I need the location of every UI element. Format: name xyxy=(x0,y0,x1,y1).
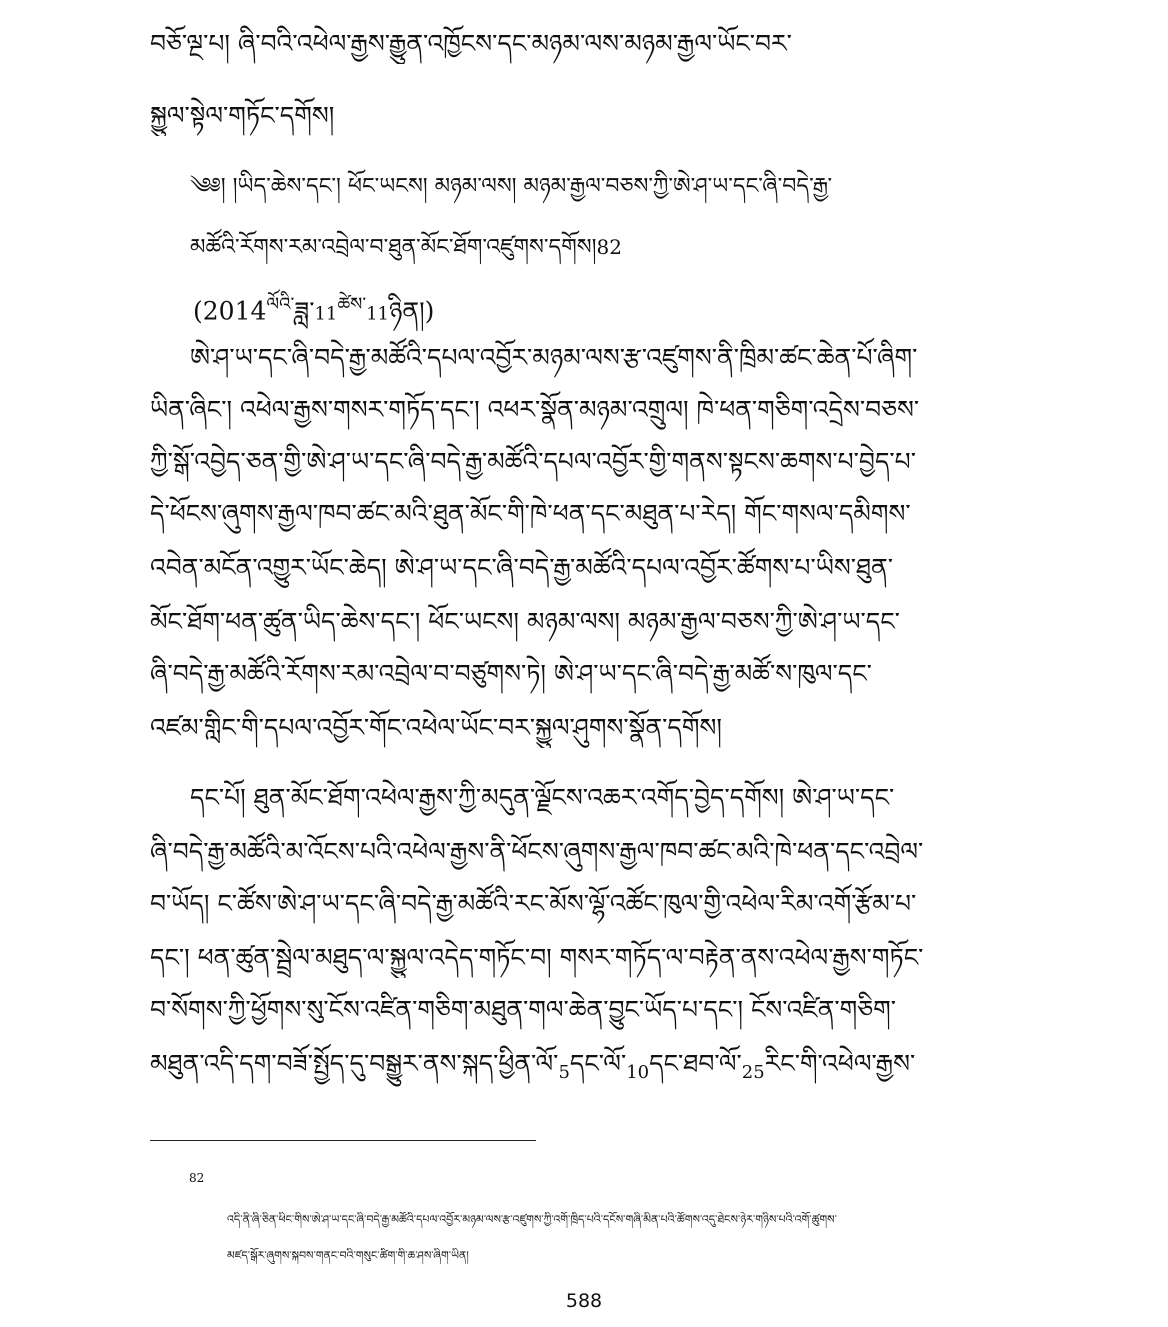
date-day-num: 11 xyxy=(366,303,390,325)
paragraph-1-line: ཀྱི་སྒོ་འབྱེད་ཅན་གྱི་ཨེ་ཤ་ཡ་དང་ཞི་བདེ་རྒྱ་མཚོའི་དཔལ་འབྱོར་གྱི་གནས་སྟངས་ཆགས་པ་བྱེད་པ་ xyxy=(150,447,916,476)
chapter-heading-line-1: བཅོ་ལྔ་པ། ཞི་བའི་འཕེལ་རྒྱས་རྒྱུན་འཁྱོངས་དང་མཉམ་ལས་མཉམ་རྒྱལ་ཡོང་བར་ xyxy=(150,29,792,58)
date-day-word: ཚེས་ xyxy=(337,294,367,315)
paragraph-1-line: འབེན་མངོན་འགྱུར་ཡོང་ཆེད། ཨེ་ཤ་ཡ་དང་ཞི་བདེ་རྒྱ་མཚོའི་དཔལ་འབྱོར་ཚོགས་པ་ཡིས་ཐུན་ xyxy=(150,553,893,582)
paragraph-2-last-line xyxy=(150,1044,1030,1093)
footnote-number: 82 xyxy=(189,1171,205,1185)
paragraph-2-line: དང་། ཕན་ཚུན་སྦྲེལ་མཐུད་ལ་སྐྱུལ་འདེད་གཏོང་བ། གསར་གཏོད་ལ་བརྟེན་ནས་འཕེལ་རྒྱས་གཏོང་ xyxy=(150,943,924,972)
footnote-line-2: མཛད་སྒོར་ཞུགས་སྐབས་གནང་བའི་གསུང་ཚིག་གི་ཆ་ཤས་ཞིག་ཡིན། xyxy=(227,1249,469,1262)
number-5: 5 xyxy=(558,1062,570,1083)
page-number: 588 xyxy=(565,1290,603,1312)
date-year-suffix: ལོའི་ xyxy=(266,294,295,315)
paragraph-2-last-text: མཐུན་འདི་དག་བཟོ་སྤྱོད་དུ་བསྒྱུར་ནས་སྐད་ཕྱིན་ལོ་ xyxy=(150,1049,559,1078)
paragraph-2-line: དང་པོ། ཐུན་མོང་ཐོག་འཕེལ་རྒྱས་ཀྱི་མདུན་ལྗོངས་འཆར་འགོད་བྱེད་དགོས། ཨེ་ཤ་ཡ་དང་ xyxy=(190,783,895,812)
word-development: རིང་གི་འཕེལ་རྒྱས་ xyxy=(764,1049,916,1078)
number-10: 10 xyxy=(626,1062,650,1083)
paragraph-1-line: འཛམ་གླིང་གི་དཔལ་འབྱོར་གོང་འཕེལ་ཡོང་བར་སྐྱུལ་ཤུགས་སྣོན་དགོས། xyxy=(150,713,722,742)
paragraph-1-line: ཞི་བདེ་རྒྱ་མཚོའི་རོགས་རམ་འབྲེལ་བ་བཙུགས་ཏེ། ཨེ་ཤ་ཡ་དང་ཞི་བདེ་རྒྱ་མཚོ་ས་ཁུལ་དང་ xyxy=(150,659,872,688)
date-open: (2014 xyxy=(193,296,267,326)
footnote-reference[interactable]: 82 xyxy=(596,235,622,259)
footnote-separator xyxy=(150,1140,536,1141)
paragraph-2-line: བ་ཡོད། ང་ཚོས་ཨེ་ཤ་ཡ་དང་ཞི་བདེ་རྒྱ་མཚོའི་རང་མོས་ལྷོ་འཚོང་ཁུལ་གྱི་འཕེལ་རིམ་འགོ་རྩོམ་པ་ xyxy=(150,889,917,918)
paragraph-2-line: ཞི་བདེ་རྒྱ་མཚོའི་མ་འོངས་པའི་འཕེལ་རྒྱས་ནི་ཕོངས་ཞུགས་རྒྱལ་ཁབ་ཚང་མའི་ཁེ་ཕན་དང་འབྲེལ་ xyxy=(150,837,924,866)
paragraph-2-line: བ་སོགས་ཀྱི་ཕྱོགས་སུ་ངོས་འཛིན་གཅིག་མཐུན་གལ་ཆེན་བྱུང་ཡོད་པ་དང་། ངོས་འཛིན་གཅིག་ xyxy=(150,995,897,1024)
paragraph-1-line: ཨེ་ཤ་ཡ་དང་ཞི་བདེ་རྒྱ་མཚོའི་དཔལ་འབྱོར་མཉམ་ལས་རྩ་འཛུགས་ནི་ཁྲིམ་ཚང་ཆེན་པོ་ཞིག་ xyxy=(190,343,918,372)
paragraph-1-line: མོང་ཐོག་ཕན་ཚུན་ཡིད་ཆེས་དང་། ཕོང་ཡངས། མཉམ་ལས། མཉམ་རྒྱལ་བཅས་ཀྱི་ཨེ་ཤ་ཡ་དང་ xyxy=(150,607,900,636)
footnote-line-1: འདི་ནི་ཞི་ཅིན་ཕིང་གིས་ཨེ་ཤ་ཡ་དང་ཞི་བདེ་རྒྱ་མཚོའི་དཔལ་འབྱོར་མཉམ་ལས་རྩ་འཛུགས་ཀྱི་འགོ་ཁྲིད་པའི་དངོས་གཞི་མིན་པའི་ཚོགས་འདུ་ཐེངས་ཉེར་གཉིས་པའི་འགོ་ཚུགས་ xyxy=(227,1213,837,1226)
date-month-word: ཟླ་ xyxy=(294,296,315,326)
paragraph-1-line: དེ་ཕོངས་ཞུགས་རྒྱལ་ཁབ་ཚང་མའི་ཐུན་མོང་གི་ཁེ་ཕན་དང་མཐུན་པ་རེད། གོང་གསལ་དམིགས་ xyxy=(150,499,911,528)
word-and-year-2: དང་ཐབ་ལོ་ xyxy=(649,1049,742,1078)
section-title-line-1: ༄༅། །ཡིད་ཆེས་དང་། ཕོང་ཡངས། མཉམ་ལས། མཉམ་རྒྱལ་བཅས་ཀྱི་ཨེ་ཤ་ཡ་དང་ཞི་བདེ་རྒྱ་ xyxy=(190,174,833,199)
date-month-num: 11 xyxy=(314,303,338,325)
paragraph-1-line: ཡིན་ཞིང་། འཕེལ་རྒྱས་གསར་གཏོད་དང་། འཕར་སྣོན་མཉམ་འགྲུལ། ཁེ་ཕན་གཅིག་འདྲེས་བཅས་ xyxy=(150,395,920,424)
chapter-heading-line-2: སྐྱུལ་སྟེལ་གཏོང་དགོས། xyxy=(150,101,335,130)
number-25: 25 xyxy=(741,1062,765,1083)
word-and-year-1: དང་ལོ་ xyxy=(569,1049,627,1078)
section-title-line-2 xyxy=(190,230,622,265)
section-title-text: མཚོའི་རོགས་རམ་འབྲེལ་བ་ཐུན་མོང་ཐོག་འཛུགས་དགོས། xyxy=(190,235,597,260)
date-close: ཉིན།) xyxy=(389,296,435,326)
date-line xyxy=(193,288,434,331)
